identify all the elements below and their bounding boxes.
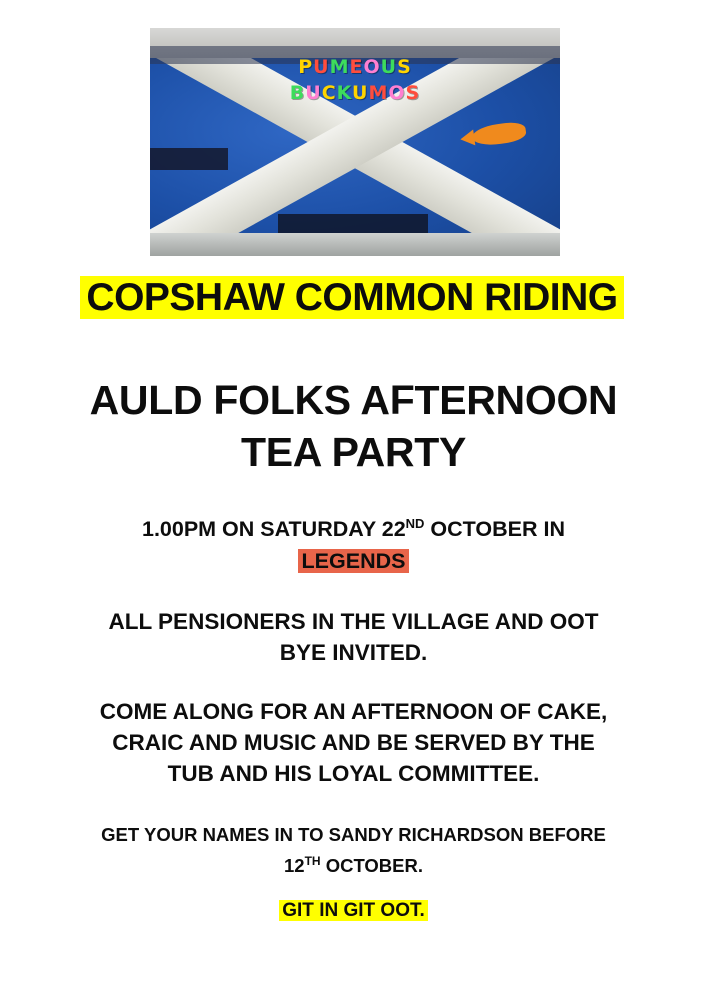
page-title-text: COPSHAW COMMON RIDING [80,276,623,319]
invitation-line-1: ALL PENSIONERS IN THE VILLAGE AND OOT [108,609,599,634]
rsvp-line-2 [40,848,667,879]
rsvp-day-ordinal: TH [304,854,321,868]
photo-dark-block-left [150,148,228,170]
event-venue: LEGENDS [298,549,410,573]
rsvp-day: 12 [283,855,305,877]
banner-letters: PUMEOUS BUCKUMOS [289,56,421,104]
rsvp-paragraph [40,822,667,879]
details-line-2: CRAIC AND MUSIC AND BE SERVED BY THE [112,730,595,755]
details-paragraph [40,696,667,789]
photo-bottom-edge [150,233,560,256]
event-when [40,508,667,577]
page-title [42,272,662,324]
headline [40,374,667,478]
rsvp-month: OCTOBER. [320,855,424,877]
headline-line-2: TEA PARTY [240,429,467,475]
event-datetime-line [40,508,667,545]
details-line-3: TUB AND HIS LOYAL COMMITTEE. [167,761,540,786]
event-month: OCTOBER IN [424,517,565,542]
invitation-line-2: BYE INVITED. [279,640,428,665]
date-ordinal: ND [405,516,425,531]
event-time-date: 1.00PM ON SATURDAY 22 [141,517,406,542]
invitation-paragraph [40,606,667,668]
footer-slogan [40,898,667,924]
footer-slogan-text: GIT IN GIT OOT. [279,900,428,921]
flag-photo-content [150,28,560,256]
details-line-1: COME ALONG FOR AN AFTERNOON OF CAKE, [99,699,608,724]
flag-photo [150,28,560,256]
headline-line-1: AULD FOLKS AFTERNOON [89,377,618,423]
rsvp-line-1: GET YOUR NAMES IN TO SANDY RICHARDSON BEFORE [101,824,606,845]
event-venue-line [40,545,667,577]
